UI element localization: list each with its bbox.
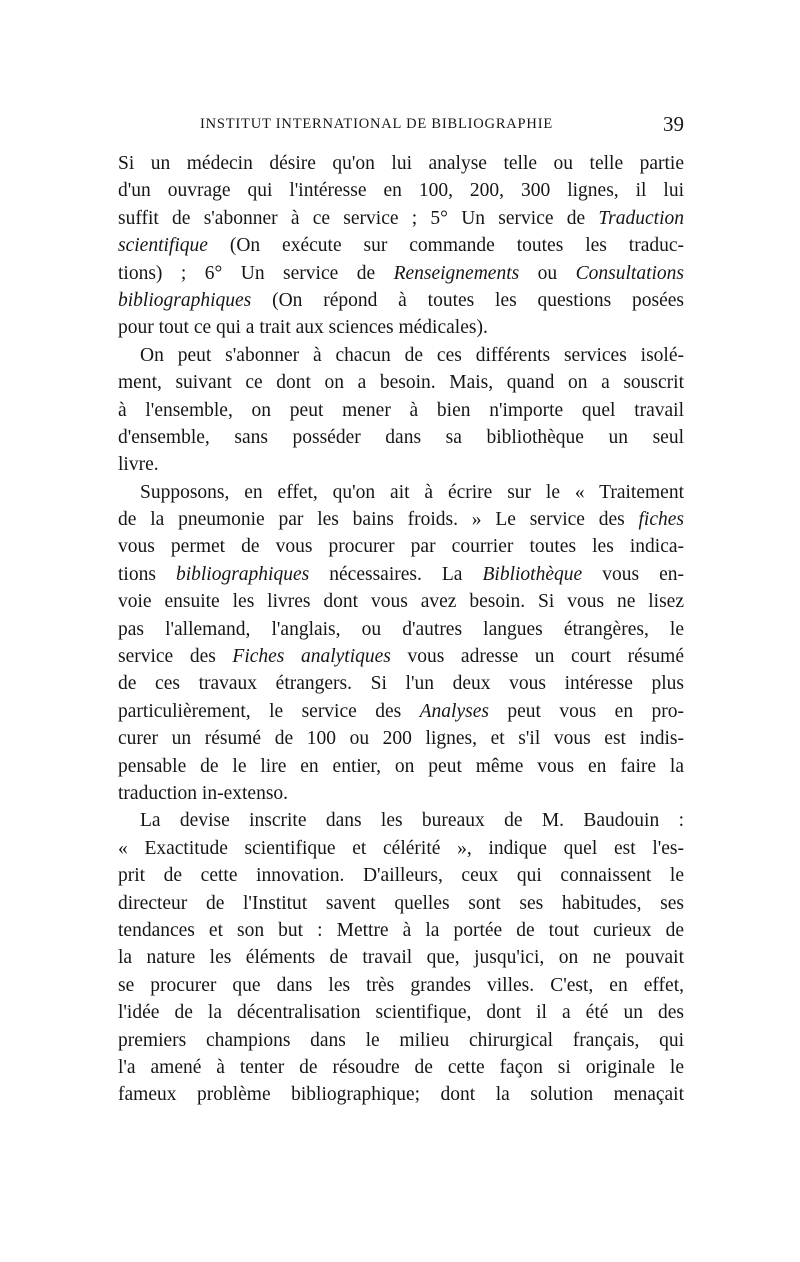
italic-text: bibliographiques: [175, 563, 310, 585]
italic-text: fiches: [638, 509, 684, 531]
text-run: peut vous en pro-: [488, 700, 684, 722]
text-line: [118, 807, 684, 834]
text-run: Si un médecin désire qu'on lui analyse telle ou telle partie: [118, 153, 684, 174]
paragraph: [118, 150, 684, 342]
text-run: suffit de s'abonner à ce service ; 5° Un service de: [118, 207, 599, 229]
running-head: [118, 112, 684, 134]
text-line: [118, 588, 684, 615]
text-line: [118, 944, 684, 971]
text-line: [118, 479, 684, 506]
text-line: [118, 232, 684, 259]
text-run: pas l'allemand, l'anglais, ou d'autres langues étrangères, le: [118, 618, 684, 640]
text-run: service des: [118, 646, 233, 668]
text-line: [118, 643, 684, 670]
text-run: vous adresse un court résumé: [390, 646, 684, 668]
text-run: pensable de le lire en entier, on peut même vous en faire la: [118, 755, 684, 777]
text-line: [118, 780, 684, 807]
text-line: [118, 835, 684, 862]
text-run: se procurer que dans les très grandes villes. C'est, en effet,: [118, 974, 684, 996]
text-run: tions) ; 6° Un service de: [118, 262, 394, 284]
text-line: [118, 287, 684, 314]
text-line: [118, 205, 684, 232]
text-line: [118, 670, 684, 697]
text-run: Supposons, en effet, qu'on ait à écrire sur le « Traitement: [140, 481, 684, 503]
text-run: curer un résumé de 100 ou 200 lignes, et s'il vous est indis-: [118, 728, 684, 750]
italic-text: Analyses: [419, 700, 489, 722]
paragraph: [118, 342, 684, 479]
paragraph: [118, 807, 684, 1108]
text-run: traduction in-extenso.: [118, 782, 289, 804]
text-run: livre.: [118, 454, 159, 476]
text-run: l'a amené à tenter de résoudre de cette façon si originale le: [118, 1056, 684, 1078]
text-run: la nature les éléments de travail que, jusqu'ici, on ne pouvait: [118, 947, 684, 969]
text-run: tendances et son but : Mettre à la portée de tout curieux de: [118, 919, 684, 941]
paragraph: [118, 479, 684, 808]
body-text: [118, 150, 684, 1109]
text-line: [118, 533, 684, 560]
text-run: La devise inscrite dans les bureaux de M. Baudouin :: [140, 810, 684, 832]
text-line: [118, 999, 684, 1026]
text-run: prit de cette innovation. D'ailleurs, ceux qui connaissent le: [118, 865, 684, 887]
page-number: 39: [663, 112, 684, 136]
text-run: On peut s'abonner à chacun de ces différents services isolé-: [140, 344, 684, 366]
text-run: voie ensuite les livres dont vous avez besoin. Si vous ne lisez: [118, 591, 684, 613]
text-line: [118, 314, 684, 341]
text-run: vous permet de vous procurer par courrier toutes les indica-: [118, 536, 684, 558]
text-line: [118, 150, 684, 177]
text-run: premiers champions dans le milieu chirurgical français, qui: [118, 1029, 684, 1051]
text-line: [118, 890, 684, 917]
text-line: [118, 369, 684, 396]
text-run: de la pneumonie par les bains froids. » Le service des: [118, 509, 639, 531]
text-line: [118, 616, 684, 643]
text-line: [118, 342, 684, 369]
italic-text: scientifique: [118, 235, 208, 257]
italic-text: bibliographiques: [118, 289, 252, 311]
text-line: [118, 917, 684, 944]
text-line: [118, 397, 684, 424]
text-line: [118, 972, 684, 999]
text-line: [118, 1081, 684, 1108]
italic-text: Fiches analytiques: [232, 646, 391, 668]
text-line: [118, 177, 684, 204]
text-line: [118, 424, 684, 451]
text-run: fameux problème bibliographique; dont la solution menaçait: [118, 1084, 684, 1106]
italic-text: Traduction: [598, 207, 684, 229]
running-title: INSTITUT INTERNATIONAL DE BIBLIOGRAPHIE: [200, 116, 553, 132]
text-line: [118, 506, 684, 533]
text-run: (On exécute sur commande toutes les traduc-: [207, 235, 684, 257]
text-line: [118, 725, 684, 752]
text-line: [118, 1027, 684, 1054]
text-run: pour tout ce qui a trait aux sciences médicales).: [118, 317, 488, 339]
text-run: l'idée de la décentralisation scientifique, dont il a été un des: [118, 1002, 684, 1024]
text-line: [118, 260, 684, 287]
text-line: [118, 753, 684, 780]
text-run: ment, suivant ce dont on a besoin. Mais, quand on a souscrit: [118, 372, 684, 394]
text-line: [118, 451, 684, 478]
text-run: à l'ensemble, on peut mener à bien n'importe quel travail: [118, 399, 684, 421]
text-run: particulièrement, le service des: [118, 700, 420, 722]
italic-text: Bibliothèque: [482, 563, 583, 585]
text-line: [118, 698, 684, 725]
text-run: d'ensemble, sans posséder dans sa bibliothèque un seul: [118, 426, 684, 448]
text-line: [118, 862, 684, 889]
text-run: d'un ouvrage qui l'intéresse en 100, 200, 300 lignes, il lui: [118, 180, 684, 202]
text-run: ou: [519, 262, 576, 284]
text-run: tions: [118, 563, 176, 585]
text-line: [118, 1054, 684, 1081]
italic-text: Consultations: [575, 262, 684, 284]
text-run: « Exactitude scientifique et célérité », indique quel est l'es-: [118, 837, 684, 859]
text-run: de ces travaux étrangers. Si l'un deux vous intéresse plus: [118, 673, 684, 695]
text-run: (On répond à toutes les questions posées: [251, 289, 684, 311]
text-run: directeur de l'Institut savent quelles sont ses habitudes, ses: [118, 892, 684, 914]
italic-text: Renseignements: [393, 262, 520, 284]
text-line: [118, 561, 684, 588]
text-run: vous en-: [582, 563, 684, 585]
text-run: nécessaires. La: [309, 563, 483, 585]
